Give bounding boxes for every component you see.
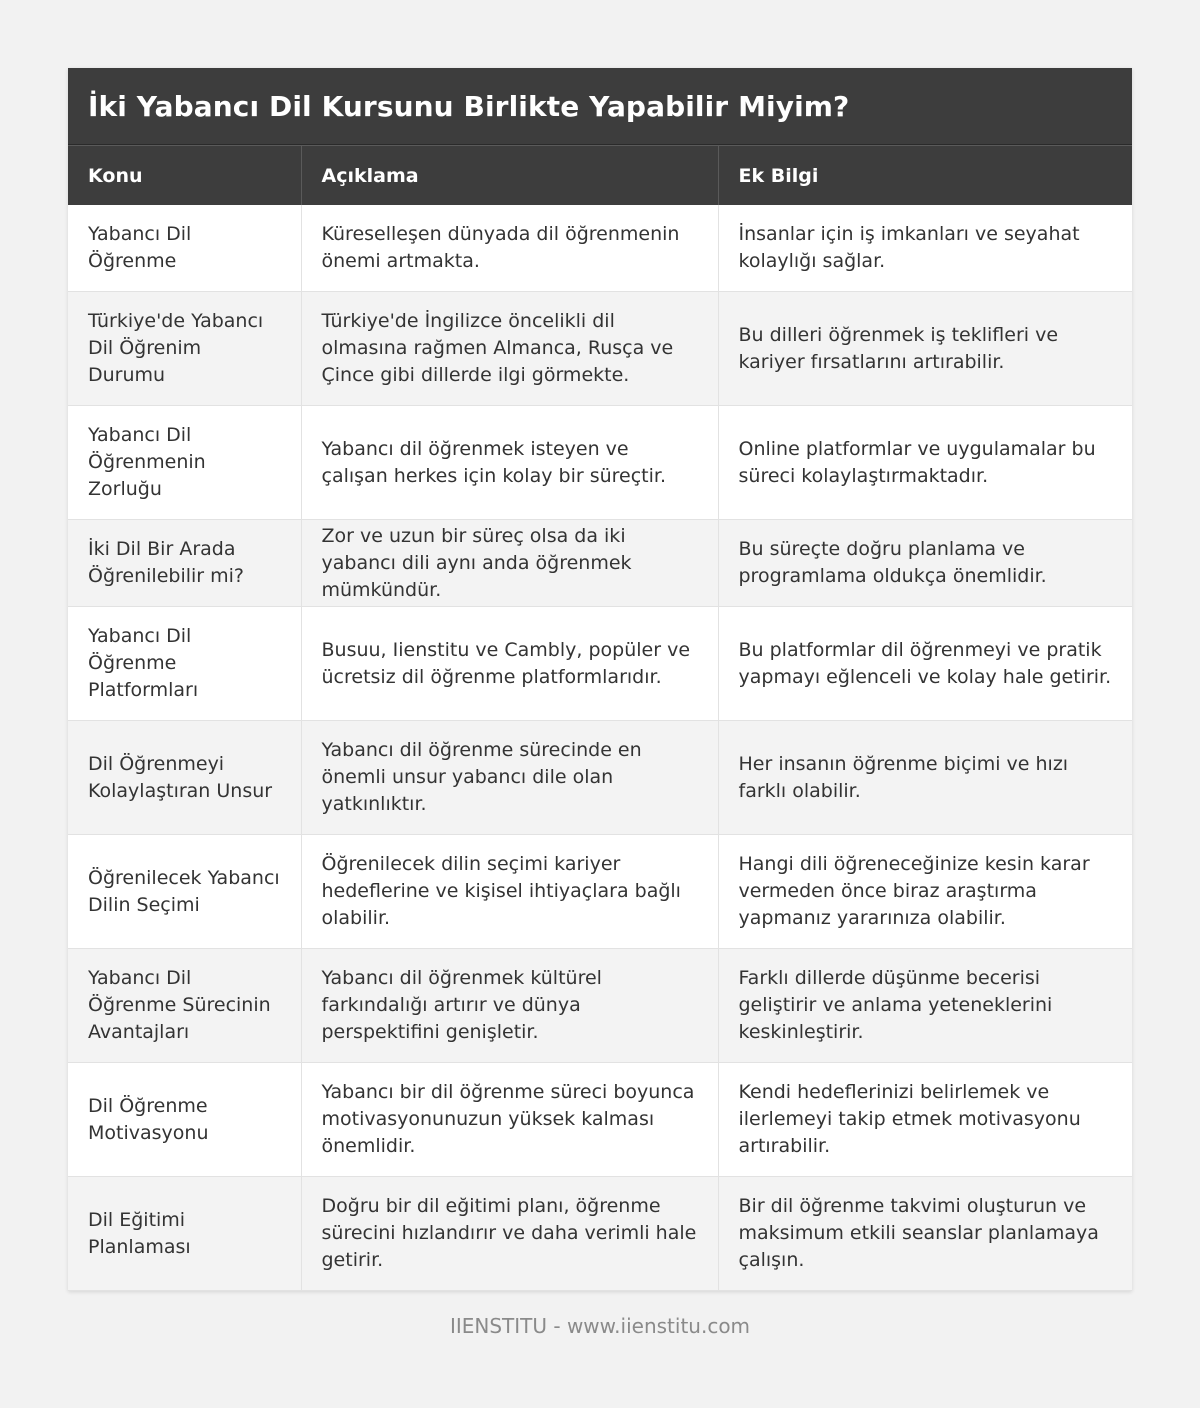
cell-description: Türkiye'de İngilizce öncelikli dil olmasına rağmen Almanca, Rusça ve Çince gibi dillerde ilgi görmekte. [301, 292, 718, 406]
table-row [68, 406, 1132, 520]
table-row [68, 205, 1132, 292]
cell-description: Yabancı dil öğrenmek kültürel farkındalığı artırır ve dünya perspektifini genişletir. [301, 949, 718, 1063]
cell-extra-info: Kendi hedeflerinizi belirlemek ve ilerlemeyi takip etmek motivasyonu artırabilir. [718, 1063, 1132, 1177]
title-bar [68, 68, 1132, 145]
cell-topic: Yabancı Dil Öğrenme [68, 205, 301, 292]
table-row [68, 292, 1132, 406]
table-row [68, 607, 1132, 721]
cell-topic: Türkiye'de Yabancı Dil Öğrenim Durumu [68, 292, 301, 406]
cell-topic: İki Dil Bir Arada Öğrenilebilir mi? [68, 520, 301, 607]
cell-description: Busuu, Iienstitu ve Cambly, popüler ve ücretsiz dil öğrenme platformlarıdır. [301, 607, 718, 721]
cell-description: Yabancı dil öğrenme sürecinde en önemli unsur yabancı dile olan yatkınlıktır. [301, 721, 718, 835]
footer-credit: IIENSTITU - www.iienstitu.com [449, 1314, 751, 1338]
cell-description: Yabancı dil öğrenmek isteyen ve çalışan herkes için kolay bir süreçtir. [301, 406, 718, 520]
cell-extra-info: Bu platformlar dil öğrenmeyi ve pratik yapmayı eğlenceli ve kolay hale getirir. [718, 607, 1132, 721]
cell-topic: Yabancı Dil Öğrenme Platformları [68, 607, 301, 721]
table-row [68, 721, 1132, 835]
cell-description: Doğru bir dil eğitimi planı, öğrenme sürecini hızlandırır ve daha verimli hale getirir. [301, 1177, 718, 1291]
column-header-aciklama: Açıklama [301, 146, 718, 206]
cell-topic: Yabancı Dil Öğrenme Sürecinin Avantajları [68, 949, 301, 1063]
table-row [68, 520, 1132, 607]
cell-extra-info: Her insanın öğrenme biçimi ve hızı farklı olabilir. [718, 721, 1132, 835]
cell-extra-info: Bir dil öğrenme takvimi oluşturun ve maksimum etkili seanslar planlamaya çalışın. [718, 1177, 1132, 1291]
column-header-ek-bilgi: Ek Bilgi [718, 146, 1132, 206]
cell-topic: Öğrenilecek Yabancı Dilin Seçimi [68, 835, 301, 949]
table-row [68, 835, 1132, 949]
cell-extra-info: Farklı dillerde düşünme becerisi geliştirir ve anlama yeteneklerini keskinleştirir. [718, 949, 1132, 1063]
table-header-row [68, 146, 1132, 206]
table-row [68, 949, 1132, 1063]
table-row [68, 1063, 1132, 1177]
cell-extra-info: Bu süreçte doğru planlama ve programlama oldukça önemlidir. [718, 520, 1132, 607]
cell-description: Zor ve uzun bir süreç olsa da iki yabancı dili aynı anda öğrenmek mümkündür. [301, 520, 718, 607]
table-row [68, 1177, 1132, 1291]
table-card [68, 68, 1132, 1291]
info-table [68, 145, 1132, 1291]
cell-topic: Yabancı Dil Öğrenmenin Zorluğu [68, 406, 301, 520]
cell-extra-info: İnsanlar için iş imkanları ve seyahat kolaylığı sağlar. [718, 205, 1132, 292]
cell-extra-info: Online platformlar ve uygulamalar bu süreci kolaylaştırmaktadır. [718, 406, 1132, 520]
cell-description: Küreselleşen dünyada dil öğrenmenin önemi artmakta. [301, 205, 718, 292]
cell-description: Öğrenilecek dilin seçimi kariyer hedeflerine ve kişisel ihtiyaçlara bağlı olabilir. [301, 835, 718, 949]
cell-extra-info: Bu dilleri öğrenmek iş teklifleri ve kariyer fırsatlarını artırabilir. [718, 292, 1132, 406]
cell-topic: Dil Öğrenmeyi Kolaylaştıran Unsur [68, 721, 301, 835]
cell-extra-info: Hangi dili öğreneceğinize kesin karar vermeden önce biraz araştırma yapmanız yararınıza olabilir. [718, 835, 1132, 949]
page-title: İki Yabancı Dil Kursunu Birlikte Yapabilir Miyim? [88, 89, 850, 123]
cell-topic: Dil Eğitimi Planlaması [68, 1177, 301, 1291]
cell-topic: Dil Öğrenme Motivasyonu [68, 1063, 301, 1177]
cell-description: Yabancı bir dil öğrenme süreci boyunca motivasyonunuzun yüksek kalması önemlidir. [301, 1063, 718, 1177]
column-header-konu: Konu [68, 146, 301, 206]
